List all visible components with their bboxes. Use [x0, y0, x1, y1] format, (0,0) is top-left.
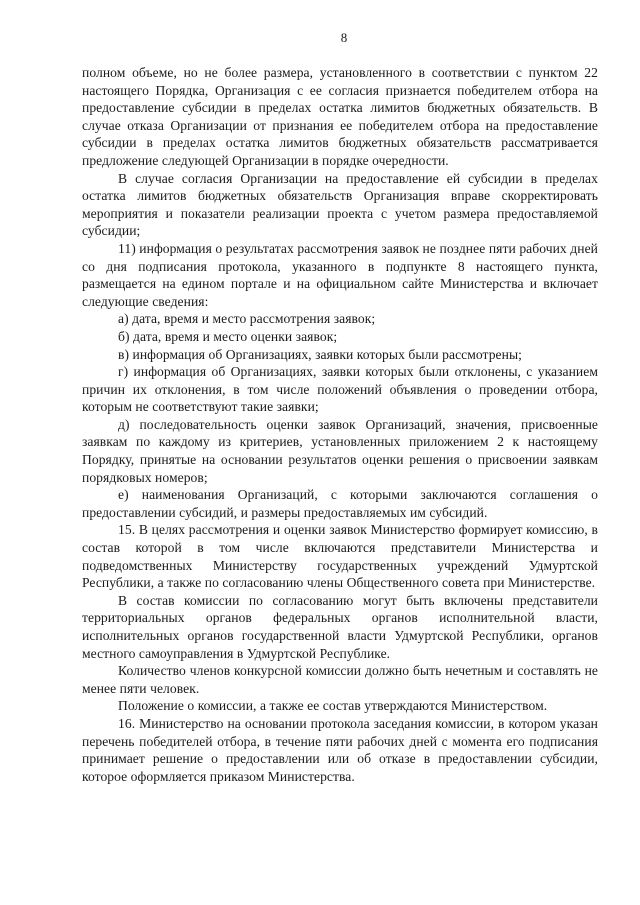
paragraph-consent: В случае согласия Организации на предоставление ей субсидии в пределах остатка лимитов бюджетных обязательств Организация вправе скорректировать мероприятия и показатели реализации проекта с учетом размера предоставляемой субсидии; [82, 170, 598, 239]
paragraph-section-15: 15. В целях рассмотрения и оценки заявок Министерство формирует комиссию, в состав которой в том числе включаются представители Министерства и подведомственных Министерству государственных учреждений Удмуртской Республики, а также по согласованию члены Общественного совета при Министерстве. [82, 522, 598, 591]
paragraph-section-16: 16. Министерство на основании протокола заседания комиссии, в котором указан перечень победителей отбора, в течение пяти рабочих дней с момента его подписания принимает решение о предоставлении или об отказе в предоставлении субсидии, которое оформляется приказом Министерства. [82, 715, 598, 784]
paragraph-commission-size: Количество членов конкурсной комиссии должно быть нечетным и составлять не менее пяти человек. [82, 663, 598, 696]
paragraph-item-b: б) дата, время и место оценки заявок; [118, 328, 338, 344]
paragraph-item-a: а) дата, время и место рассмотрения заявок; [118, 311, 376, 327]
paragraph-item-e: е) наименования Организаций, с которыми заключаются соглашения о предоставлении субсидий, и размеры предоставляемых им субсидий. [82, 487, 598, 520]
page-number: 8 [340, 30, 348, 45]
paragraph-item-v: в) информация об Организациях, заявки которых были рассмотрены; [118, 346, 522, 362]
paragraph-item-d: д) последовательность оценки заявок Организаций, значения, присвоенные заявкам по каждому из критериев, установленных приложением 2 к настоящему Порядку, принятые на основании результатов оценки решения о присвоении заявкам порядковых номеров; [82, 416, 598, 485]
paragraph-continuation: полном объеме, но не более размера, установленного в соответствии с пунктом 22 настоящего Порядка, Организация с ее согласия признается победителем отбора на предоставление субсидии в пределах остатка лимитов бюджетных обязательств. В случае отказа Организации от признания ее победителем отбора на предоставление субсидии в пределах остатка лимитов бюджетных обязательств рассматривается предложение следующей Организации в порядке очередности. [82, 65, 598, 168]
paragraph-item-g: г) информация об Организациях, заявки которых были отклонены, с указанием причин их отклонения, в том числе положений объявления о проведении отбора, которым не соответствуют такие заявки; [82, 364, 598, 415]
paragraph-commission-regulation: Положение о комиссии, а также ее состав утверждаются Министерством. [118, 698, 548, 714]
paragraph-item-11: 11) информация о результатах рассмотрения заявок не позднее пяти рабочих дней со дня подписания протокола, указанного в подпункте 8 настоящего пункта, размещается на едином портале и на официальном сайте Министерства и включает следующие сведения: [82, 240, 598, 309]
document-body [82, 64, 598, 785]
paragraph-commission-members: В состав комиссии по согласованию могут быть включены представители территориальных органов федеральных органов исполнительной власти, исполнительных органов государственной власти Удмуртской Республики, органов местного самоуправления в Удмуртской Республике. [82, 592, 598, 661]
